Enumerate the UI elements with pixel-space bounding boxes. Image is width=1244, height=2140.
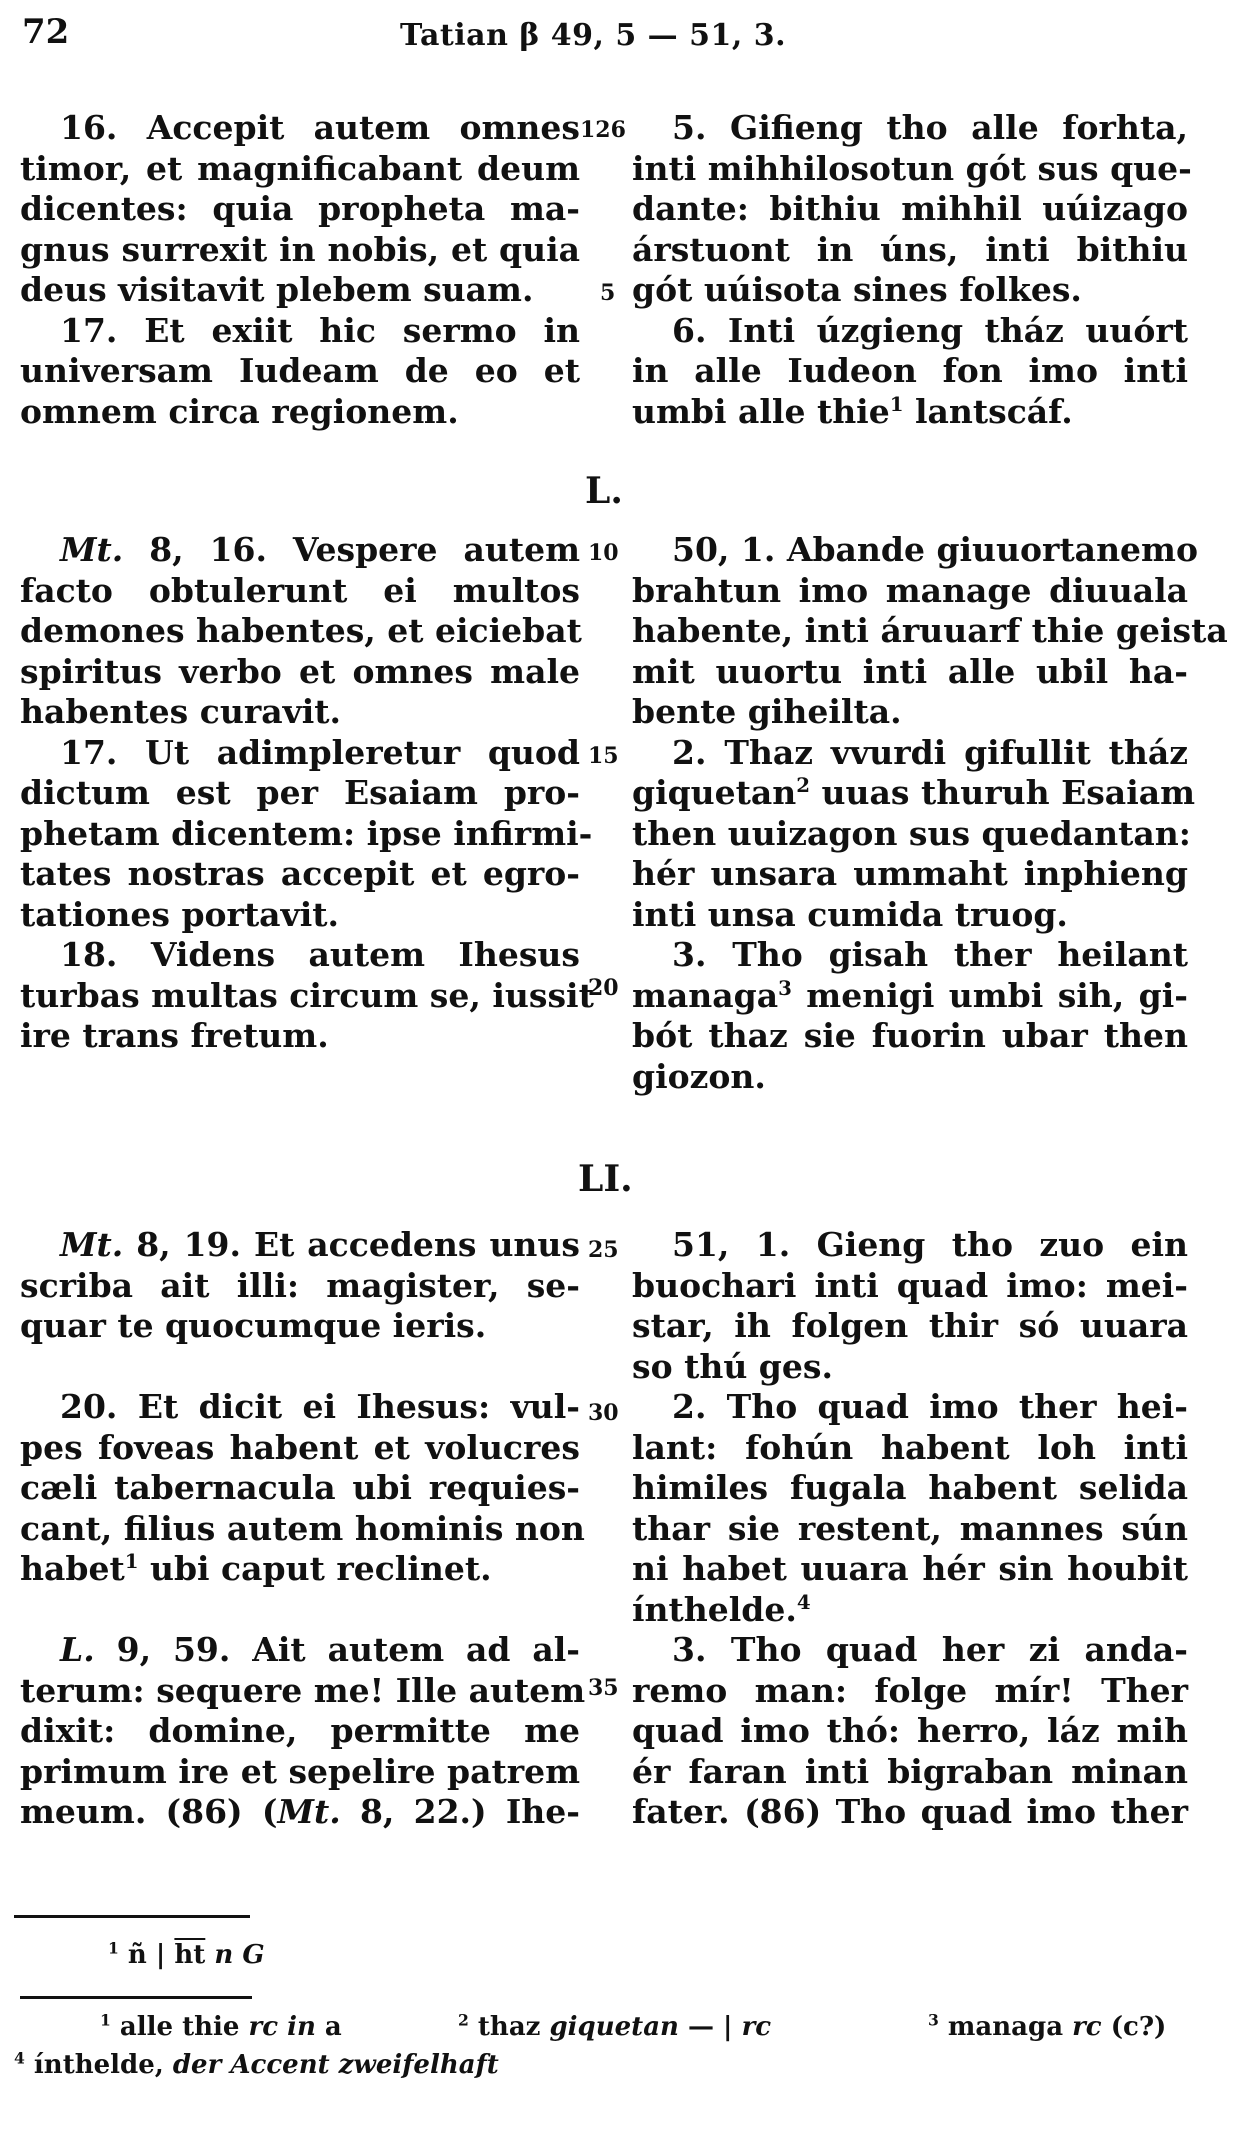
footnote-siglum: rc in — [248, 2012, 316, 2042]
text-line — [632, 1590, 1188, 1631]
text-line: phetam dicentem: ipse infirmi- — [20, 813, 593, 853]
section-heading-L: L. — [585, 470, 623, 512]
text-line: 5. Gifieng tho alle forhta, — [672, 108, 1188, 147]
text-line: buochari inti quad imo: mei- — [632, 1265, 1188, 1305]
text-line: brahtun imo manage diuuala — [632, 570, 1188, 610]
latin-column-block-2 — [20, 530, 594, 1057]
apparatus-note — [108, 1940, 265, 1970]
text-line: 2. Tho quad imo ther hei- — [672, 1387, 1188, 1426]
text-line: quar te quocumque ieris. — [20, 1306, 487, 1345]
text-line: inti unsa cumida truog. — [632, 894, 1068, 934]
text-line: dante: bithiu mihhil uúizago — [632, 189, 1188, 228]
footnote-text: ínthelde, — [33, 2050, 173, 2080]
footnote-comment: der Accent zweifelhaft — [172, 2050, 499, 2080]
text-line: pes foveas habent et volucres — [20, 1427, 580, 1467]
footnote-ref[interactable]: 4 — [796, 1589, 811, 1614]
text-line: scriba ait illi: magister, se- — [20, 1265, 580, 1305]
footnote-text: thaz — [477, 2012, 550, 2042]
text-span: 9, 59. Ait autem ad al- — [94, 1630, 580, 1669]
footnote-1 — [100, 2012, 342, 2042]
text-line: giozon. — [632, 1056, 766, 1096]
footnote-text: — | — [678, 2012, 742, 2042]
text-line: 50, 1. Abande giuuortanemo — [672, 530, 1198, 569]
text-line: tationes portavit. — [20, 894, 340, 934]
text-line: gót uúisota sines folkes. — [632, 270, 1082, 309]
ohg-column-block-2 — [632, 530, 1228, 1097]
text-line: hér unsara ummaht inphieng — [632, 854, 1188, 893]
footnote-number: 3 — [928, 2010, 939, 2030]
line-number: 20 — [588, 975, 619, 1001]
text-span: umbi alle thie — [632, 391, 890, 431]
footnote-siglum: rc — [741, 2012, 772, 2042]
text-span: menigi umbi sih, gi- — [791, 975, 1188, 1015]
text-line: quad imo thó: herro, láz mih — [632, 1711, 1188, 1750]
footnote-3 — [928, 2012, 1166, 2042]
text-line: thar sie restent, mannes sún — [632, 1508, 1188, 1548]
text-line: demones habentes, et eiciebat — [20, 611, 582, 650]
text-line: tates nostras accepit et egro- — [20, 854, 580, 893]
section-heading-LI: LI. — [578, 1158, 633, 1200]
text-line: 2. Thaz vvurdi gifullit tház — [672, 732, 1188, 772]
footnote-number: 1 — [100, 2010, 111, 2030]
text-line: terum: sequere me! Ille autem — [20, 1670, 586, 1710]
text-line: mit uuortu inti alle ubil ha- — [632, 651, 1188, 691]
text-line: cant, filius autem hominis non — [20, 1508, 585, 1548]
book-abbrev: L. — [60, 1630, 95, 1669]
text-line: dicentes: quia propheta ma- — [20, 189, 580, 228]
text-line: habentes curavit. — [20, 692, 342, 731]
latin-column-block-3 — [20, 1225, 586, 1833]
text-line: cæli tabernacula ubi requies- — [20, 1468, 580, 1507]
line-number: 5 — [600, 280, 616, 306]
text-span: meum. (86) ( — [20, 1792, 278, 1831]
text-line: star, ih folgen thir só uuara — [632, 1306, 1188, 1345]
latin-column-block-1 — [20, 108, 580, 432]
text-line — [20, 1630, 580, 1671]
text-line — [20, 1549, 580, 1590]
footnote-number: 4 — [14, 2048, 25, 2068]
text-line: 17. Ut adimpleretur quod — [60, 732, 580, 772]
text-line: 3. Tho gisah ther heilant — [672, 935, 1188, 974]
line-number: 15 — [588, 743, 619, 769]
text-line: 18. Videns autem Ihesus — [60, 935, 580, 974]
text-line: spiritus verbo et omnes male — [20, 651, 580, 691]
apparatus-number: 1 — [108, 1938, 119, 1958]
text-line: in alle Iudeon fon imo inti — [632, 351, 1188, 390]
text-line — [20, 1792, 580, 1833]
text-span: 8, 22.) Ihe- — [340, 1792, 580, 1831]
text-line: universam Iudeam de eo et — [20, 351, 580, 390]
footnote-4 — [14, 2050, 499, 2080]
text-line: turbas multas circum se, iussit — [20, 975, 594, 1015]
footnote-ref[interactable]: 2 — [796, 773, 811, 797]
text-span: giquetan — [632, 773, 797, 812]
text-line: so thú ges. — [632, 1346, 833, 1386]
text-span: 8, 16. Vespere autem — [123, 530, 580, 569]
footnote-text: a — [315, 2012, 342, 2042]
ohg-column-block-3 — [632, 1225, 1188, 1833]
text-line: facto obtulerunt ei multos — [20, 570, 580, 610]
ohg-column-block-1 — [632, 108, 1192, 432]
book-abbrev: Mt. — [60, 530, 124, 569]
text-line: dixit: domine, permitte me — [20, 1711, 580, 1750]
spacer — [20, 1347, 580, 1388]
book-abbrev: Mt. — [277, 1792, 341, 1831]
footnote-siglum: giquetan — [549, 2012, 679, 2042]
text-line: 3. Tho quad her zi anda- — [672, 1630, 1188, 1669]
text-span: lantscáf. — [903, 391, 1073, 431]
running-title: Tatian β 49, 5 — 51, 3. — [400, 18, 787, 53]
text-span: ubi caput reclinet. — [138, 1549, 492, 1588]
text-span: 8, 19. Et accedens unus — [123, 1225, 580, 1264]
line-number: 35 — [588, 1675, 619, 1701]
apparatus-siglum: n G — [205, 1940, 265, 1970]
text-line — [20, 530, 580, 571]
text-line: lant: fohún habent loh inti — [632, 1427, 1188, 1467]
apparatus-text: ñ | — [127, 1940, 175, 1970]
margin-page-ref: 126 — [580, 117, 626, 143]
footnote-ref[interactable]: 1 — [124, 1549, 139, 1573]
text-line: 16. Accepit autem omnes — [60, 108, 580, 147]
text-line: habente, inti áruuarf thie geista — [632, 611, 1228, 650]
text-line — [632, 392, 1188, 433]
text-line: then uuizagon sus quedantan: — [632, 813, 1191, 853]
text-line: ni habet uuara hér sin houbit — [632, 1549, 1188, 1588]
footnote-ref[interactable]: 1 — [889, 391, 904, 416]
text-line: remo man: folge mír! Ther — [632, 1670, 1188, 1710]
text-line: inti mihhilosotun gót sus que- — [632, 148, 1192, 188]
text-line: ér faran inti bigraban minan — [632, 1751, 1188, 1791]
footnote-text: managa — [947, 2012, 1073, 2042]
text-line: gnus surrexit in nobis, et quia — [20, 229, 580, 269]
footnote-siglum: rc — [1072, 2012, 1102, 2042]
footnote-text: alle thie — [119, 2012, 249, 2042]
text-line: bente giheilta. — [632, 692, 902, 731]
line-number: 10 — [588, 540, 619, 566]
text-span: ínthelde. — [632, 1589, 797, 1629]
footnote-number: 2 — [458, 2010, 469, 2030]
line-number: 30 — [588, 1400, 619, 1426]
text-line: himiles fugala habent selida — [632, 1468, 1188, 1507]
text-line: 6. Inti úzgieng tház uuórt — [672, 310, 1188, 350]
text-line: deus visitavit plebem suam. — [20, 270, 534, 309]
text-line: timor, et magnificabant deum — [20, 148, 580, 188]
apparatus-rule-top — [14, 1915, 250, 1918]
apparatus-rule-bottom — [20, 1996, 252, 1999]
text-line: dictum est per Esaiam pro- — [20, 773, 580, 812]
text-span: habet — [20, 1549, 125, 1588]
text-line — [632, 976, 1188, 1017]
footnote-2 — [458, 2012, 771, 2042]
text-line: 20. Et dicit ei Ihesus: vul- — [60, 1387, 580, 1426]
text-line: bót thaz sie fuorin ubar then — [632, 1016, 1188, 1055]
text-line: 51, 1. Gieng tho zuo ein — [672, 1225, 1188, 1264]
text-line: omnem circa regionem. — [20, 391, 459, 431]
footnote-text: (c?) — [1101, 2012, 1167, 2042]
spacer — [20, 1590, 580, 1631]
text-line — [20, 1225, 580, 1266]
text-line: 17. Et exiit hic sermo in — [60, 310, 580, 350]
apparatus-abbrev: $\overline{ht}$ — [174, 1940, 206, 1970]
text-line: ire trans fretum. — [20, 1016, 329, 1055]
text-span: managa — [632, 975, 779, 1015]
text-line: fater. (86) Tho quad imo ther — [632, 1792, 1188, 1831]
page-number: 72 — [22, 12, 70, 52]
book-abbrev: Mt. — [60, 1225, 124, 1264]
line-number: 25 — [588, 1237, 619, 1263]
text-span: uuas thuruh Esaiam — [810, 773, 1196, 812]
text-line: primum ire et sepelire patrem — [20, 1751, 581, 1791]
text-line: árstuont in úns, inti bithiu — [632, 229, 1188, 269]
text-line — [632, 773, 1196, 814]
footnote-ref[interactable]: 3 — [778, 975, 792, 1000]
